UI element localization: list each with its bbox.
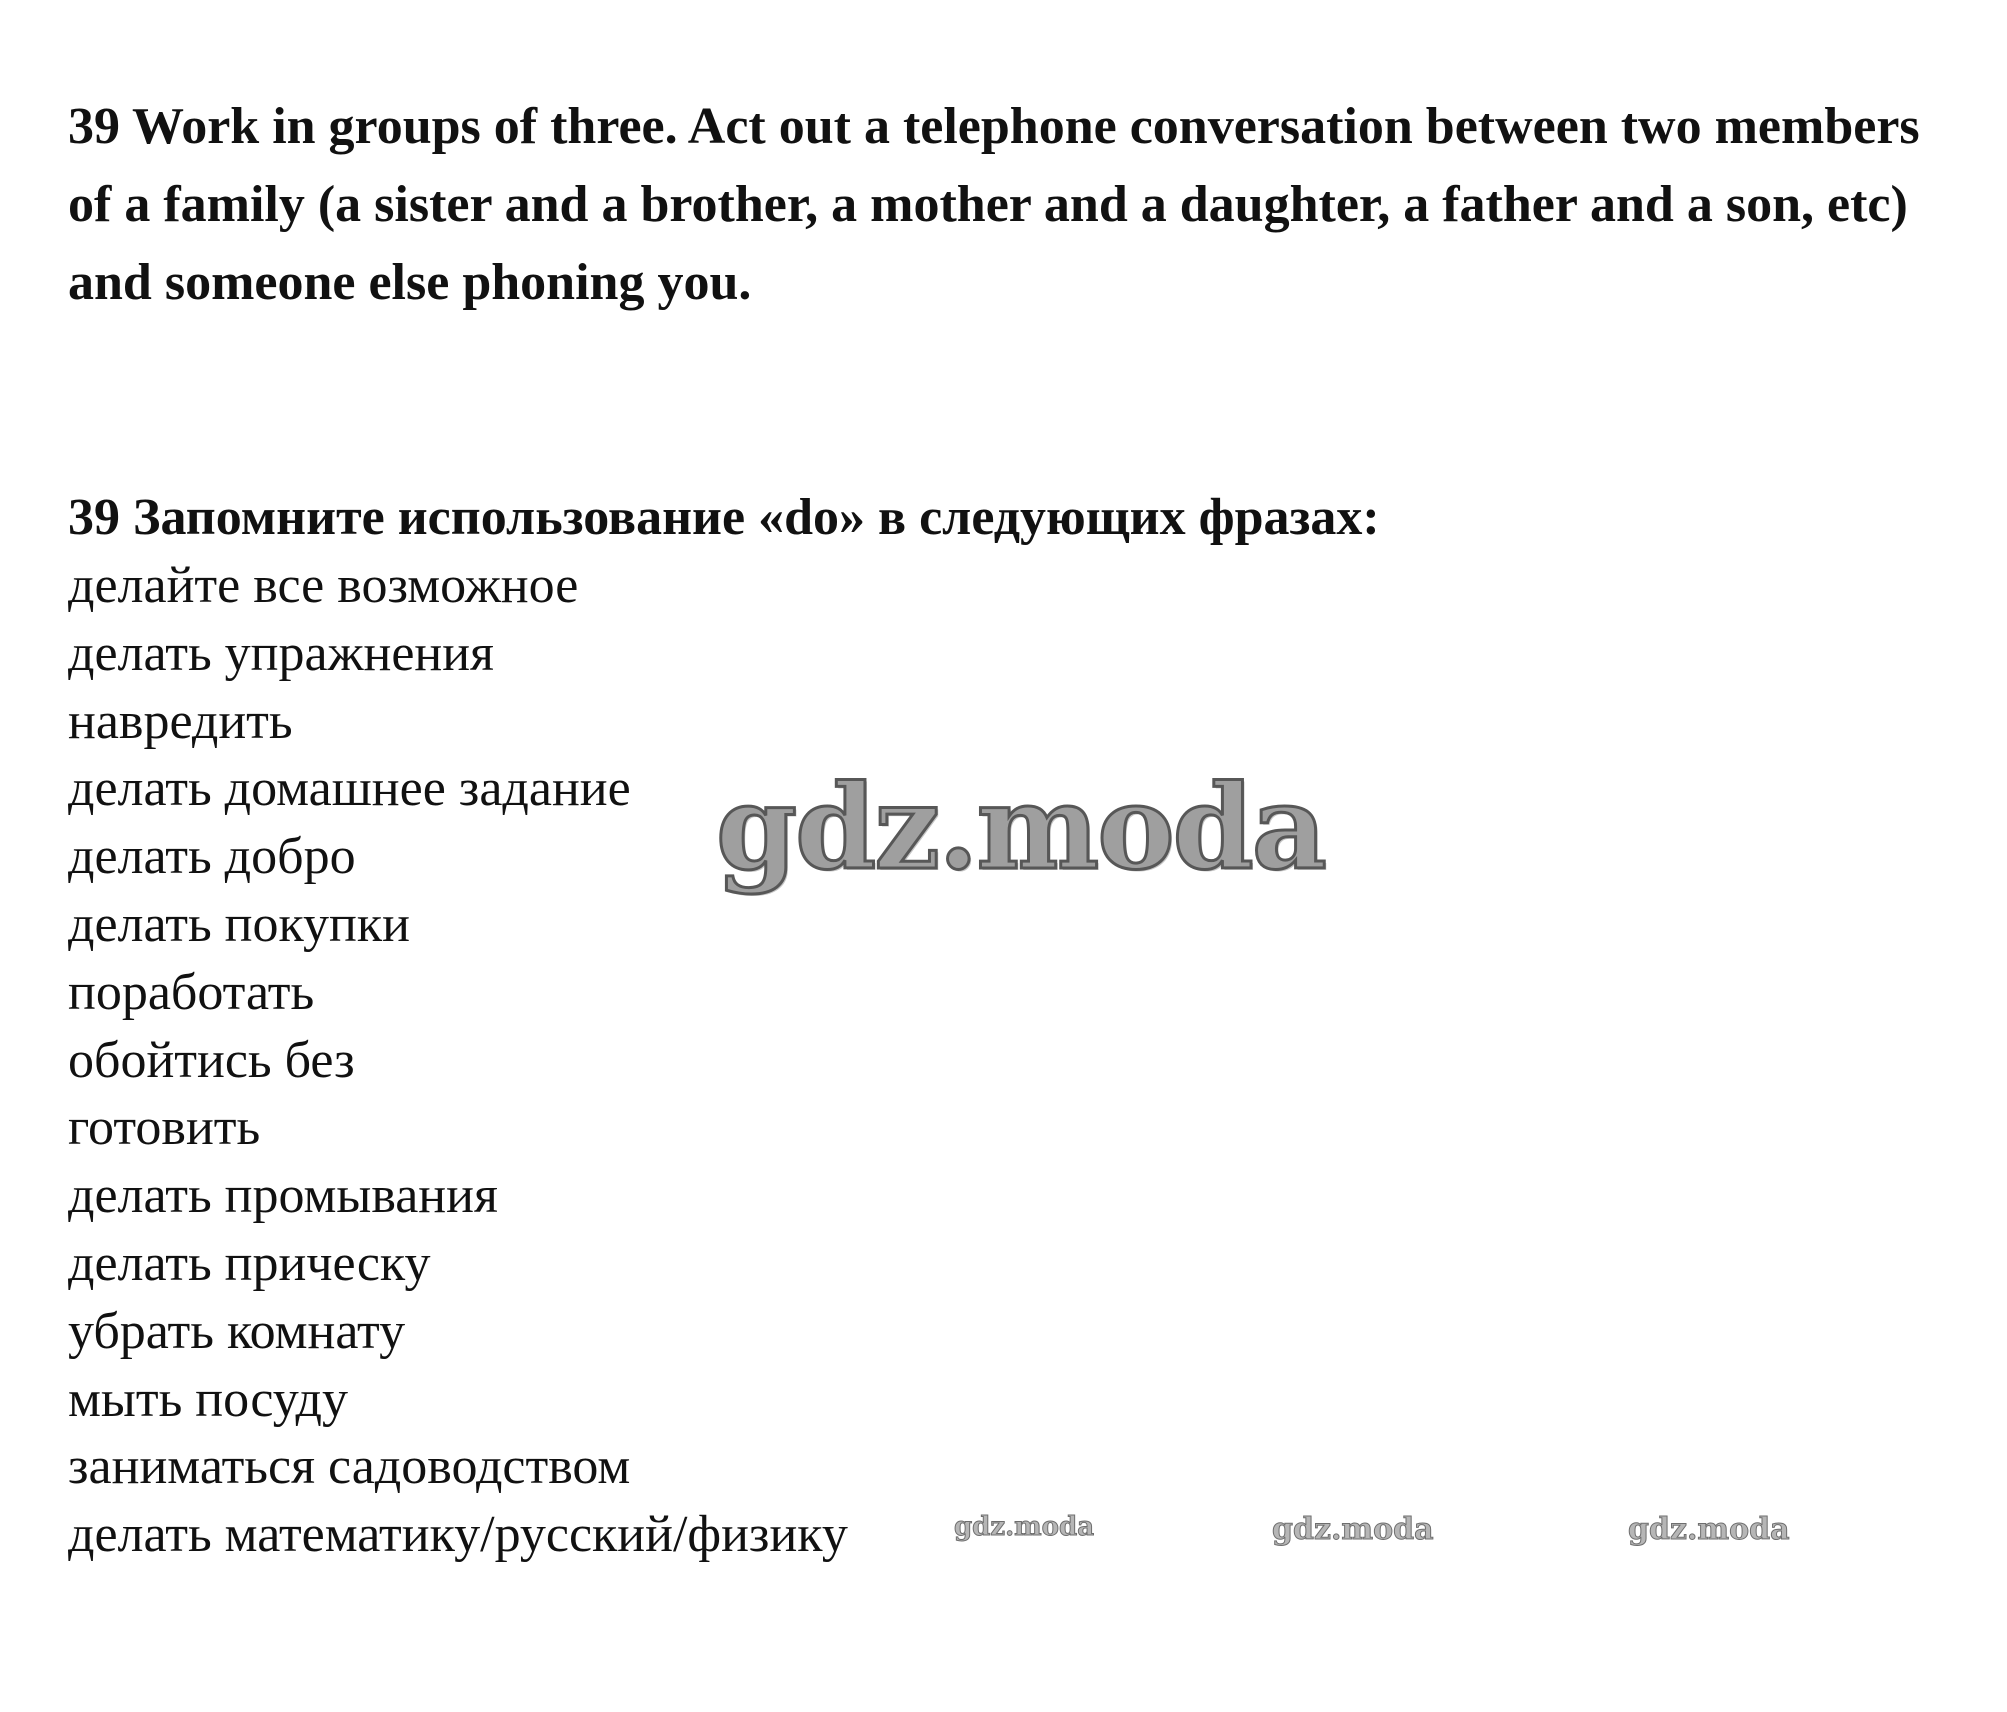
list-item: делать прическу: [68, 1234, 431, 1292]
watermark-small: gdz.moda: [1628, 1512, 1790, 1547]
list-item: заниматься садоводством: [68, 1438, 631, 1496]
list-item: делать покупки: [68, 895, 410, 953]
task-heading-russian: 39 Запомните использование «do» в следующих фразах:: [68, 489, 1380, 546]
list-item: готовить: [68, 1099, 261, 1157]
watermark-small: gdz.moda: [954, 1512, 1095, 1542]
watermark-small: gdz.moda: [1272, 1512, 1434, 1547]
list-item: делать добро: [68, 828, 356, 886]
list-item: убрать комнату: [68, 1302, 406, 1360]
list-item: делать промывания: [68, 1167, 498, 1225]
list-item: мыть посуду: [68, 1370, 348, 1428]
list-item: делать математику/русский/физику: [68, 1506, 848, 1564]
list-item: поработать: [68, 963, 315, 1021]
list-item: обойтись без: [68, 1031, 355, 1089]
phrase-list: [68, 552, 848, 1569]
list-item: навредить: [68, 692, 293, 750]
watermark-main: gdz.moda: [716, 760, 1325, 896]
list-item: делать упражнения: [68, 624, 494, 682]
list-item: делать домашнее задание: [68, 760, 631, 818]
list-item: делайте все возможное: [68, 557, 579, 614]
task-heading-english: 39 Work in groups of three. Act out a telephone conversation between two members of a family (a sister and a brother, a mother and a daughter, a father and a son, etc) and someone else phoning you.: [68, 98, 1920, 311]
